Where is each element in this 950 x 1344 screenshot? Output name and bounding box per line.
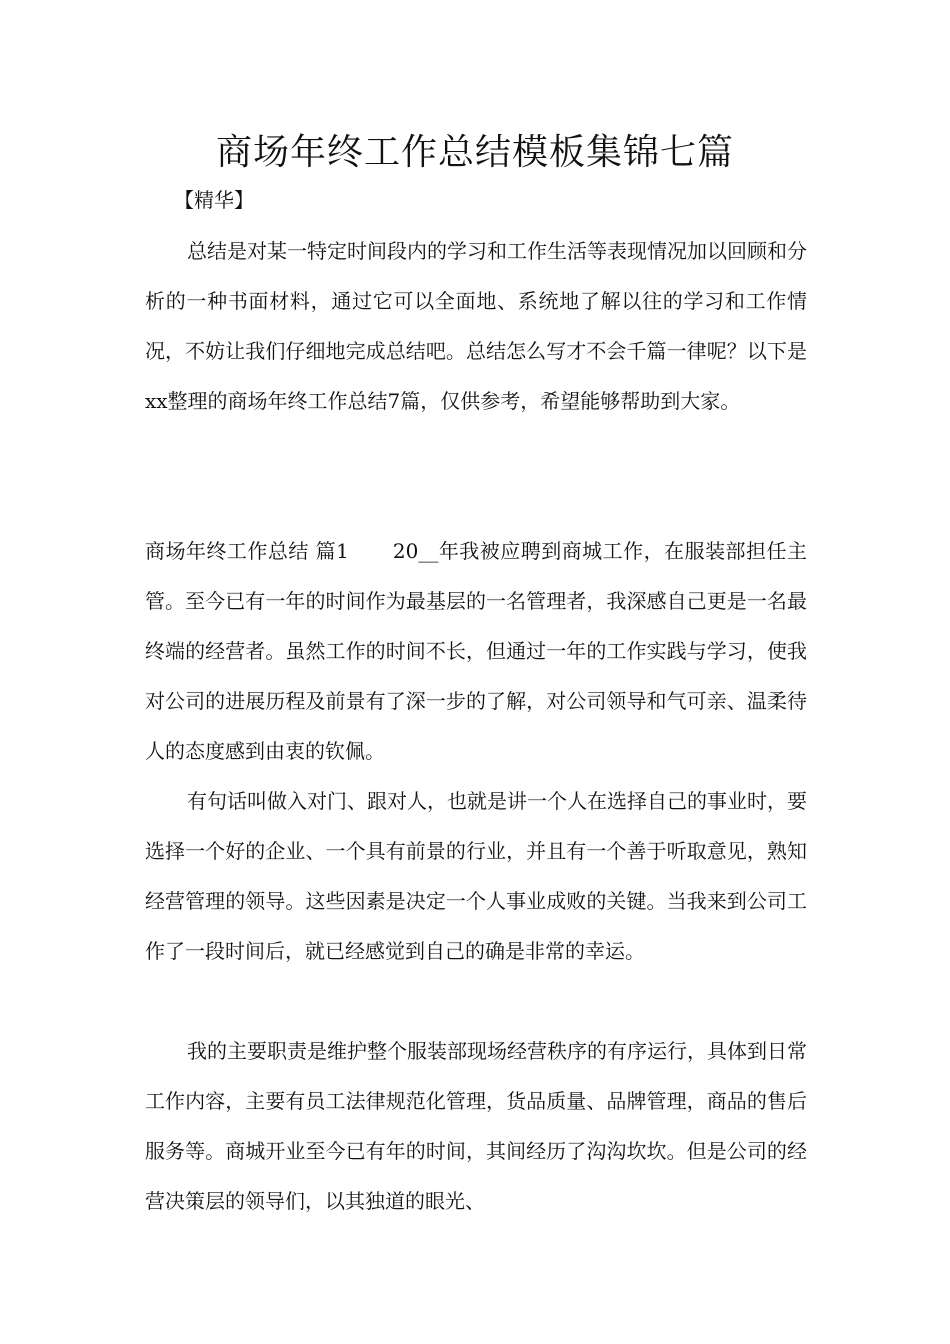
section-1-heading: 商场年终工作总结 篇1 (145, 539, 349, 563)
section-1-paragraph-2: 有句话叫做入对门、跟对人，也就是讲一个人在选择自己的事业时，要选择一个好的企业、一个具有前景的行业，并且有一个善于听取意见，熟知经营管理的领导。这些因素是决定一个人事业成败的关键。当我来到公司工作了一段时间后，就已经感觉到自己的确是非常的幸运。 (145, 789, 807, 963)
section-1-first-text: 20__年我被应聘到商城工作，在服装部担任主管。至今已有一年的时间作为最基层的一名管理者，我深感自己更是一名最终端的经营者。虽然工作的时间不长，但通过一年的工作实践与学习，使我对公司的进展历程及前景有了深一步的了解，对公司领导和气可亲、温柔待人的态度感到由衷的钦佩。 (145, 539, 807, 763)
intro-paragraph: 总结是对某一特定时间段内的学习和工作生活等表现情况加以回顾和分析的一种书面材料，通过它可以全面地、系统地了解以往的学习和工作情况，不妨让我们仔细地完成总结吧。总结怎么写才不会千篇一律呢？以下是xx整理的商场年终工作总结7篇，仅供参考，希望能够帮助到大家。 (145, 239, 807, 413)
section-1-first-paragraph (145, 526, 807, 776)
section-1-paragraph-3: 我的主要职责是维护整个服装部现场经营秩序的有序运行，具体到日常工作内容，主要有员工法律规范化管理，货品质量、品牌管理，商品的售后服务等。商城开业至今已有年的时间，其间经历了沟沟坎坎。但是公司的经营决策层的领导们，以其独道的眼光、 (145, 1039, 807, 1213)
quality-tag: 【精华】 (174, 188, 254, 212)
document-title: 商场年终工作总结模板集锦七篇 (215, 132, 734, 173)
